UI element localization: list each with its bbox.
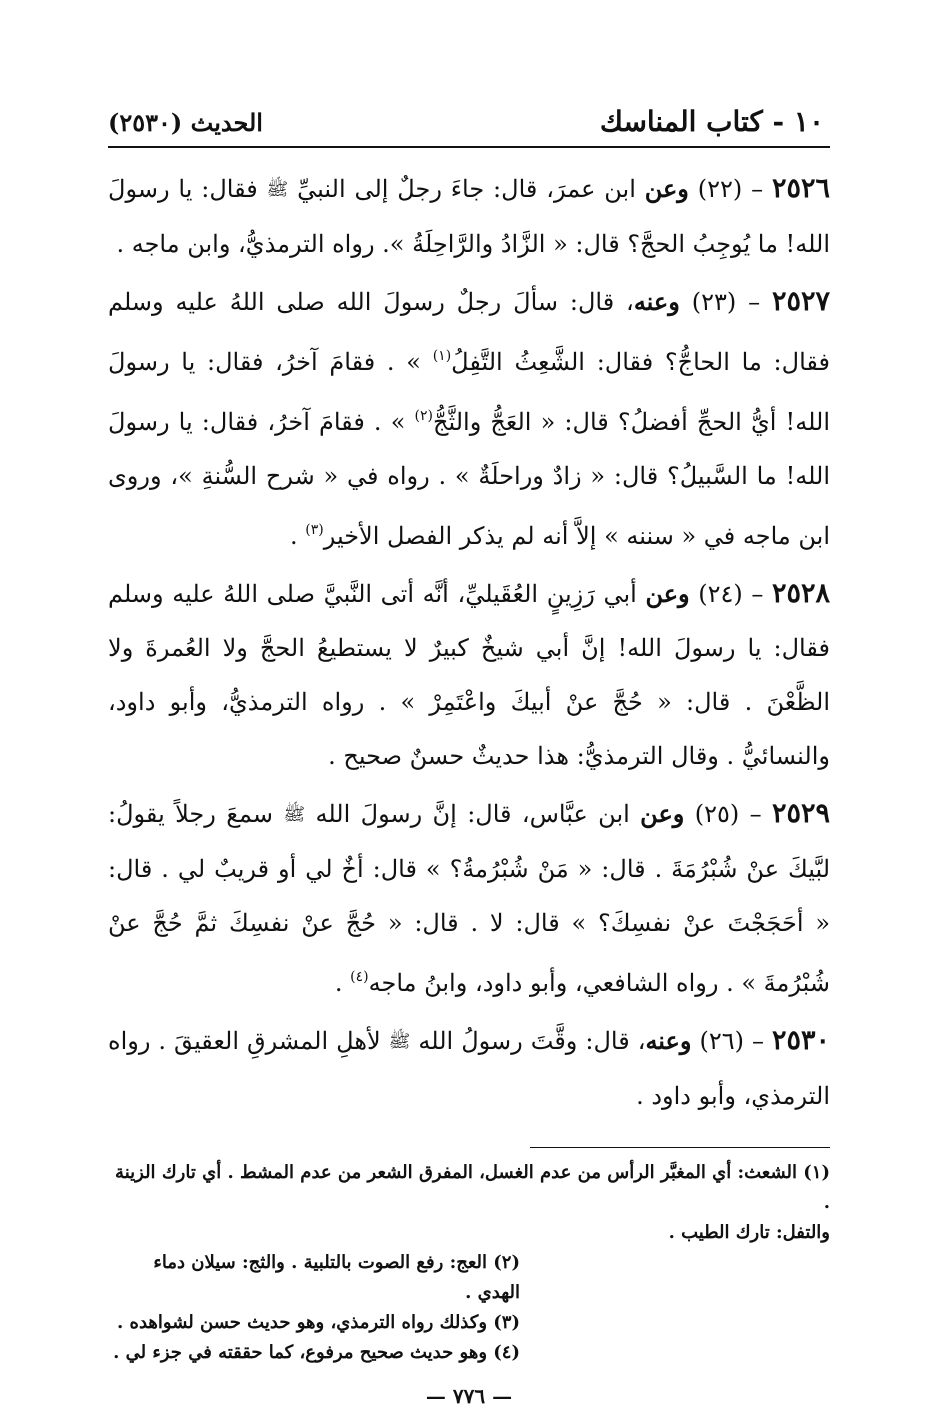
hadith-text: أبي رَزِينٍ العُقَيليِّ، أنَّه أتى النَّبيَّ صلى اللهُ عليه وسلم فقال: يا رسولَ الله! إنَّ أبي شيخٌ كبيرٌ لا يستطيعُ الحجَّ ولا العُمرةَ ولا الظَّعْنَ . قال: « حُجَّ عنْ أبيكَ واعْتَمِرْ » . رواه الترمذيُّ، وأبو داود، والنسائيُّ . وقال الترمذيُّ: هذا حديثٌ حسنٌ صحيح . <box>108 580 830 770</box>
hadith-text: ، قال: وقَّتَ رسولُ الله <box>410 1027 646 1055</box>
footnote-3: (٣) وكذلك رواه الترمذي، وهو حديث حسن لشواهده . <box>117 1312 520 1333</box>
hadith-source: وعن <box>645 579 690 608</box>
footnote-ref-3[interactable]: (٣) <box>305 522 324 538</box>
footnote-ref-4[interactable]: (٤) <box>350 969 369 985</box>
hadith-2529 <box>108 787 830 1010</box>
hadith-2528 <box>108 567 830 783</box>
footnote-4: (٤) وهو حديث صحيح مرفوع، كما حققته في جزء لي . <box>113 1342 520 1363</box>
hadith-subnumber: – (٢٥) <box>684 800 772 828</box>
footnote-1: (١) الشعث: أي المغبَّر الرأس من عدم الغسل، المفرق الشعر من عدم المشط . أي تارك الزينة . <box>115 1162 830 1213</box>
hadith-2530 <box>108 1014 830 1123</box>
hadith-source: وعن <box>644 174 689 203</box>
hadith-number: ٢٥٢٩ <box>771 798 830 829</box>
footnote-divider <box>530 1147 830 1148</box>
hadith-text: فقال: يا رسولَ الله! ما يُوجِبُ الحجَّ؟ قال: « الزَّادُ والرَّاحِلَةُ ». رواه الترمذيُّ، وابن ماجه . <box>108 175 830 258</box>
hadith-range: الحديث (٢٥٣٠) <box>108 108 263 137</box>
hadith-source: وعنه <box>645 1026 692 1055</box>
hadith-text: . <box>334 969 351 997</box>
footnote-ref-1[interactable]: (١) <box>432 348 452 364</box>
hadith-subnumber: – (٢٤) <box>689 580 772 608</box>
hadith-text: . <box>289 522 306 550</box>
hadith-text: سمعَ رجلاً يقولُ: لبَّيكَ عنْ شُبْرُمَةَ . قال: « مَنْ شُبْرُمةُ؟ » قال: أخٌ لي أو قريبٌ لي . قال: « أحَجَجْتَ عنْ نفسِكَ؟ » قال: لا . قال: « حُجَّ عنْ نفسِكَ ثمَّ حُجَّ عنْ شُبْرُمةَ » . رواه الشافعي، وأبو داود، وابنُ ماجه <box>108 800 831 997</box>
hadith-text: لأهلِ المشرقِ العقيقَ . رواه الترمذي، وأبو داود . <box>108 1027 830 1110</box>
hadith-text: » . فقامَ آخرُ، فقال: يا رسولَ الله! ما السَّبيلُ؟ قال: « زادٌ وراحلَةٌ » . رواه في « شرح السُّنةِ »، وروى ابن ماجه في « سننه » إلاَّ أنه لم يذكر الفصل الأخير <box>108 408 831 550</box>
hadith-number: ٢٥٢٨ <box>772 578 831 609</box>
hadith-text: » . فقامَ آخرُ، فقال: يا رسولَ الله! أيُّ الحجِّ أفضلُ؟ قال: « العَجُّ والثَّجُّ <box>108 348 830 436</box>
footnote-ref-2[interactable]: (٢) <box>414 408 433 424</box>
hadith-number: ٢٥٣٠ <box>772 1025 831 1056</box>
salawat-glyph: ﷺ <box>266 179 289 200</box>
footnotes <box>108 1158 830 1368</box>
chapter-title: ١٠ - كتاب المناسك <box>599 105 824 138</box>
footnote-2: (٢) العج: رفع الصوت بالتلبية . والثج: سيلان دماء الهدي . <box>153 1252 520 1303</box>
salawat-glyph: ﷺ <box>388 1031 411 1052</box>
salawat-glyph: ﷺ <box>283 804 306 825</box>
hadith-2527 <box>108 275 830 563</box>
hadith-source: وعن <box>640 799 685 828</box>
page-number: — ٧٧٦ — <box>425 1384 513 1408</box>
hadith-source: وعنه <box>633 287 680 316</box>
hadith-text: ابن عمرَ، قال: جاءَ رجلٌ إلى النبيِّ <box>288 175 645 203</box>
hadith-text: ، قال: سألَ رجلٌ رسولَ الله صلى اللهُ عليه وسلم فقال: ما الحاجُّ؟ فقال: الشَّعِثُ التَّفِلُ <box>108 288 830 376</box>
footnote-1-cont: والتفل: تارك الطيب . <box>668 1222 830 1243</box>
page-header <box>108 105 830 148</box>
hadith-2526 <box>108 162 830 271</box>
hadith-subnumber: – (٢٦) <box>691 1027 772 1055</box>
hadith-number: ٢٥٢٧ <box>771 286 830 317</box>
hadith-number: ٢٥٢٦ <box>771 173 830 204</box>
hadith-text: ابن عبَّاس، قال: إنَّ رسولَ الله <box>305 800 641 828</box>
hadith-subnumber: – (٢٣) <box>679 288 772 316</box>
hadith-subnumber: – (٢٢) <box>688 175 772 203</box>
